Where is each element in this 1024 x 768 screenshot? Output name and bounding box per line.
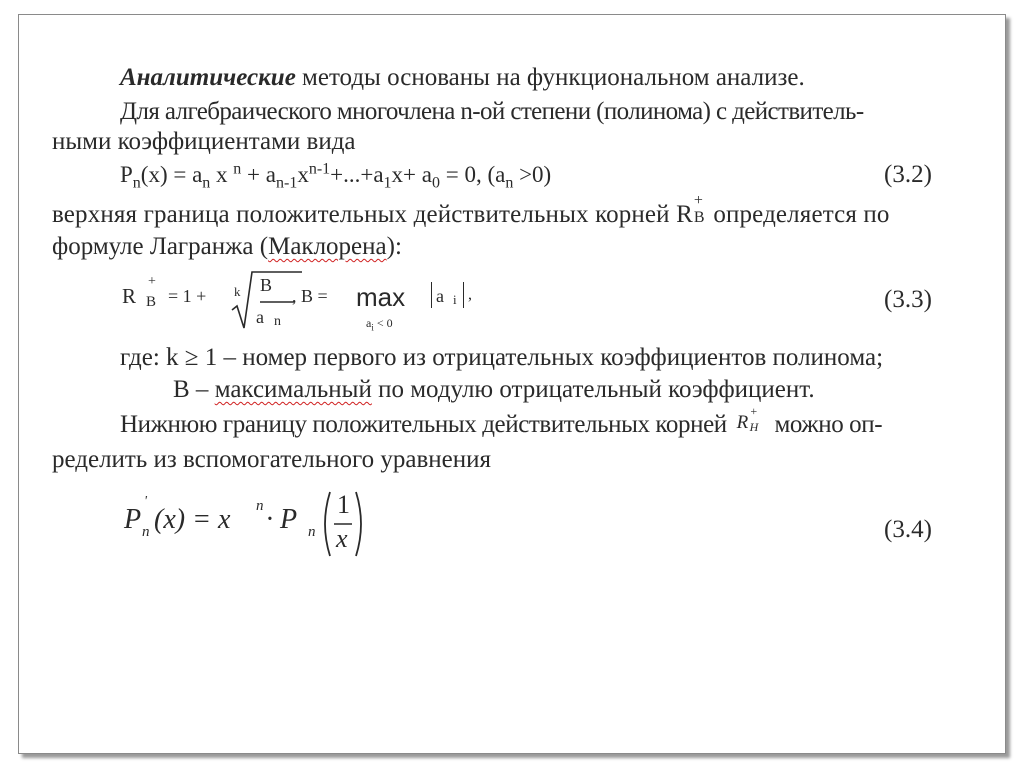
equation-3-3: R + B = 1 + k B a n , B = max $a_i < 0$ a i , [120, 268, 500, 338]
paragraph-line-1 [120, 63, 805, 93]
emphasis-analytic: Аналитические [120, 64, 296, 91]
equation-number-3-3: (3.3) [884, 286, 932, 313]
equation-number-3-4: (3.4) [884, 516, 932, 543]
paragraph-line-6: формуле Лагранжа (Маклорена): [52, 233, 402, 260]
paragraph-line-10: Нижнюю границу положительных действительных корней R + H можно оп- [120, 404, 883, 438]
r-b-scripts: + B [693, 192, 705, 226]
r-h-symbol: R + H [736, 404, 758, 434]
abs-bar-left [431, 282, 432, 308]
paragraph-line-8: где: k ≥ 1 – номер первого из отрицательных коэффициентов полинома; [120, 344, 884, 371]
maximal-word: максимальный [214, 376, 372, 403]
equation-3-4: P ' n (x) = x n · P n 1 x [124, 488, 364, 560]
maclaurin-word: Маклорена [268, 233, 387, 260]
equation-3-2: $P_n(x) = a_n$ x $^n + a_{n-1}x^{n-1}+...+a_1x+ a_0 = 0$, $(a_n >0)$ [120, 160, 552, 192]
abs-bar-right [463, 282, 464, 308]
equation-number-3-2: (3.2) [884, 161, 932, 188]
paragraph-line-3: ными коэффициентами вида [52, 128, 356, 155]
paragraph-line-11: ределить из вспомогательного уравнения [52, 446, 491, 473]
paragraph-line-2: Для алгебраического многочлена n-ой степени (полинома) с действитель- [120, 98, 864, 125]
line1-text: методы основаны на функциональном анализе. [295, 64, 805, 91]
paragraph-line-5: верхняя граница положительных действительных корней R + B определяется по [52, 192, 890, 228]
paragraph-line-9: B – максимальный по модулю отрицательный коэффициент. [173, 376, 815, 403]
